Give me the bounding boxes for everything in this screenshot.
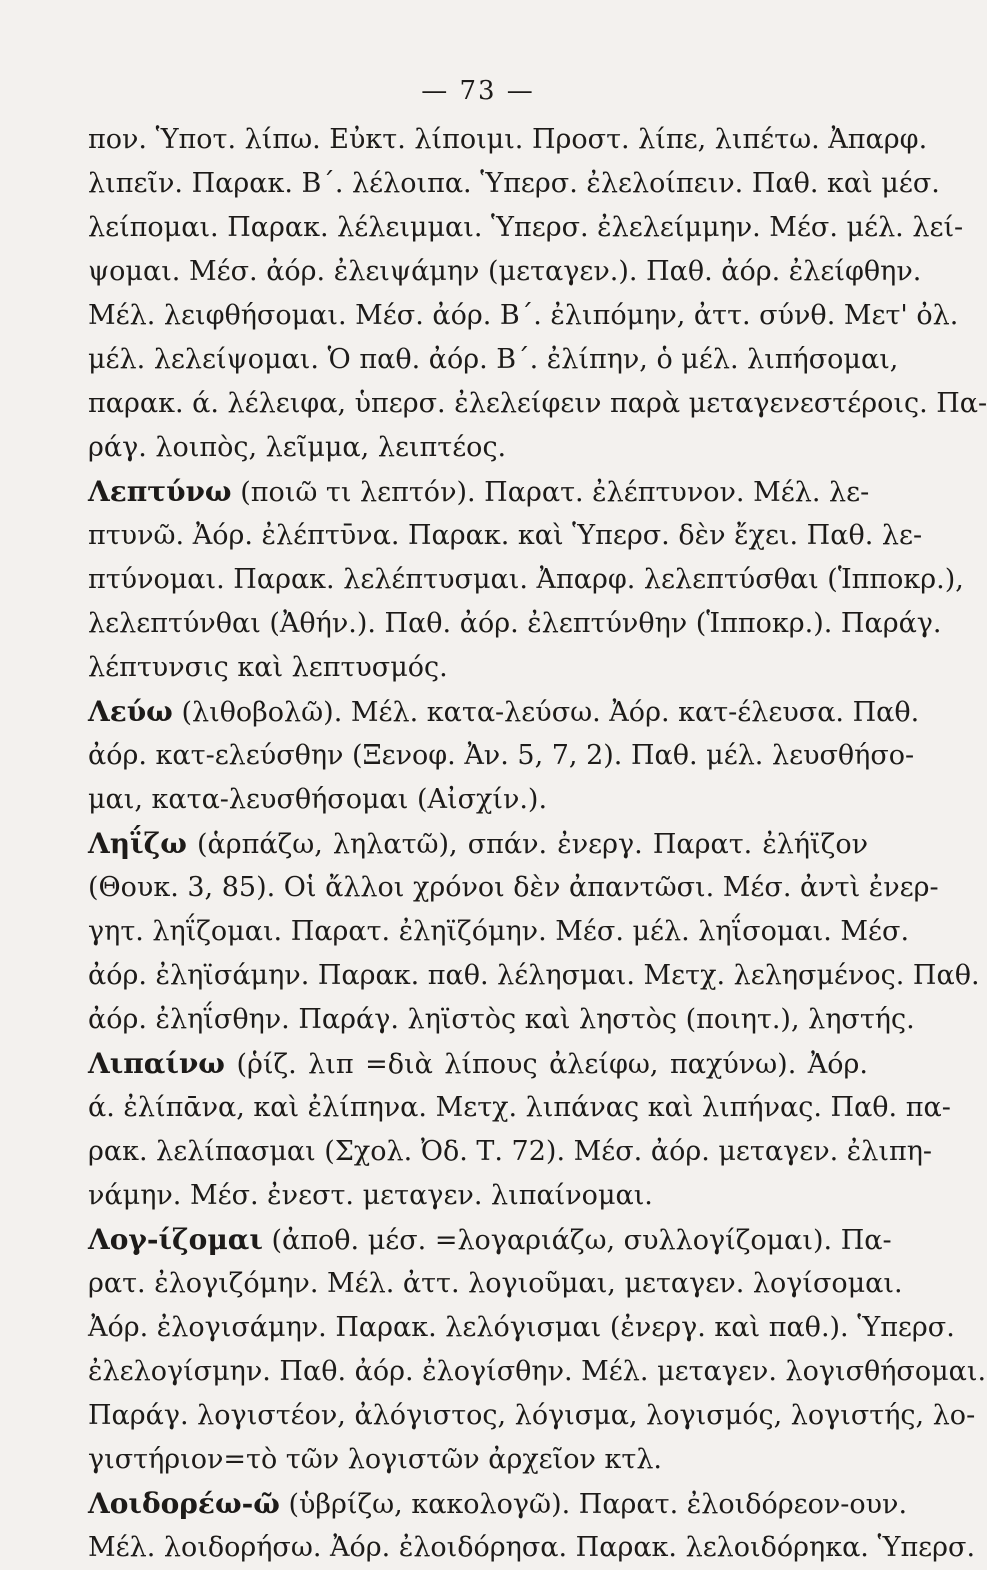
text-line: ψομαι. Μέσ. ἀόρ. ἐλειψάμην (μεταγεν.). Παθ. ἀόρ. ἐλείφθην. <box>88 256 922 287</box>
text-line: Παράγ. λογιστέον, ἀλόγιστος, λόγισμα, λογισμός, λογιστής, λο- <box>88 1400 976 1431</box>
entry-text: (ῥίζ. λιπ =διὰ λίπους ἀλείφω, παχύνω). Ἀόρ. <box>236 1049 868 1080</box>
entry-text: (ὑβρίζω, κακολογῶ). Παρατ. ἐλοιδόρεον-ουν. <box>288 1489 908 1520</box>
entry-lemma: Λοιδορέω-ῶ <box>88 1487 280 1520</box>
entry-text: (ποιῶ τι λεπτόν). Παρατ. ἐλέπτυνον. Μέλ. λε- <box>240 477 870 508</box>
text-line <box>88 470 868 514</box>
text-line: ἐλελογίσμην. Παθ. ἀόρ. ἐλογίσθην. Μέλ. μεταγεν. λογισθήσομαι. <box>88 1356 987 1387</box>
text-line: (Θουκ. 3, 85). Οἱ ἄλλοι χρόνοι δὲν ἀπαντῶσι. Μέσ. ἀντὶ ἐνερ- <box>88 872 939 903</box>
text-line: ἀόρ. κατ-ελεύσθην (Ξενοφ. Ἀν. 5, 7, 2). Παθ. μέλ. λευσθήσο- <box>88 740 915 771</box>
entry-text: (λιθοβολῶ). Μέλ. κατα-λεύσω. Ἀόρ. κατ-έλευσα. Παθ. <box>181 697 920 728</box>
entry-leizo <box>88 822 980 1042</box>
text-line: ἀόρ. ἐληΐσθην. Παράγ. ληϊστὸς καὶ ληστὸς (ποιητ.), ληστής. <box>88 1004 915 1035</box>
text-line: ράγ. λοιπὸς, λεῖμμα, λειπτέος. <box>88 432 507 463</box>
entry-continuation <box>88 118 987 470</box>
text-line <box>88 1042 868 1086</box>
entry-leptyno <box>88 470 964 690</box>
text-line: πον. Ὑποτ. λίπω. Εὐκτ. λίποιμι. Προστ. λίπε, λιπέτω. Ἀπαρφ. <box>88 124 928 155</box>
page-number: — 73 — <box>421 76 535 106</box>
entry-logizomai <box>88 1218 987 1482</box>
text-line: πτυνῶ. Ἀόρ. ἐλέπτῡνα. Παρακ. καὶ Ὑπερσ. δὲν ἔχει. Παθ. λε- <box>88 520 923 551</box>
text-line: μέλ. λελείψομαι. Ὁ παθ. ἀόρ. Β΄. ἐλίπην, ὁ μέλ. λιπήσομαι, <box>88 344 899 375</box>
text-line: ἀόρ. ἐληϊσάμην. Παρακ. παθ. λέλησμαι. Μετχ. λελησμένος. Παθ. <box>88 960 980 991</box>
text-line: λέπτυνσις καὶ λεπτυσμός. <box>88 652 448 683</box>
entry-lemma: Λογ-ίζομαι <box>88 1223 263 1256</box>
page-body <box>88 70 987 1570</box>
text-line: λιπεῖν. Παρακ. Β΄. λέλοιπα. Ὑπερσ. ἐλελοίπειν. Παθ. καὶ μέσ. <box>88 168 940 199</box>
text-line: λελεπτύνθαι (Ἀθήν.). Παθ. ἀόρ. ἐλεπτύνθην (Ἱπποκρ.). Παράγ. <box>88 608 942 639</box>
text-line <box>88 1482 908 1526</box>
entry-loidoreo <box>88 1482 976 1570</box>
text-line: γιστήριον=τὸ τῶν λογιστῶν ἀρχεῖον κτλ. <box>88 1444 663 1475</box>
text-line <box>88 822 868 866</box>
text-line: πτύνομαι. Παρακ. λελέπτυσμαι. Ἀπαρφ. λελεπτύσθαι (Ἱπποκρ.), <box>88 564 964 595</box>
entry-lemma: Λεπτύνω <box>88 475 232 508</box>
text-line: Μέλ. λοιδορήσω. Ἀόρ. ἐλοιδόρησα. Παρακ. λελοιδόρηκα. Ὑπερσ. <box>88 1532 976 1563</box>
text-line <box>88 1218 892 1262</box>
text-line: ρατ. ἐλογιζόμην. Μέλ. ἀττ. λογιοῦμαι, μεταγεν. λογίσομαι. <box>88 1268 903 1299</box>
text-line: ά. ἐλίπᾱνα, καὶ ἐλίπηνα. Μετχ. λιπάνας καὶ λιπήνας. Παθ. πα- <box>88 1092 951 1123</box>
text-line <box>88 690 920 734</box>
text-line: Ἀόρ. ἐλογισάμην. Παρακ. λελόγισμαι (ἐνεργ. καὶ παθ.). Ὑπερσ. <box>88 1312 955 1343</box>
text-line: γητ. ληΐζομαι. Παρατ. ἐληϊζόμην. Μέσ. μέλ. ληΐσομαι. Μέσ. <box>88 916 910 947</box>
entry-lemma: Λιπαίνω <box>88 1047 225 1080</box>
text-line: παρακ. ά. λέλειφα, ὑπερσ. ἐλελείφειν παρὰ μεταγενεστέροις. Πα- <box>88 388 987 419</box>
text-line: λείπομαι. Παρακ. λέλειμμαι. Ὑπερσ. ἐλελείμμην. Μέσ. μέλ. λεί- <box>88 212 964 243</box>
entry-lipaino <box>88 1042 951 1218</box>
entry-text: (ἀποθ. μέσ. =λογαριάζω, συλλογίζομαι). Πα- <box>271 1225 892 1256</box>
entry-lemma: Λεύω <box>88 695 173 728</box>
text-line: μαι, κατα-λευσθήσομαι (Αἰσχίν.). <box>88 784 548 815</box>
text-line: Μέλ. λειφθήσομαι. Μέσ. ἀόρ. Β΄. ἐλιπόμην, ἀττ. σύνθ. Μετ' ὀλ. <box>88 300 959 331</box>
entry-leuo <box>88 690 920 822</box>
text-line: ρακ. λελίπασμαι (Σχολ. Ὀδ. Τ. 72). Μέσ. ἀόρ. μεταγεν. ἐλιπη- <box>88 1136 933 1167</box>
entry-lemma: Ληΐζω <box>88 827 187 860</box>
text-line: νάμην. Μέσ. ἐνεστ. μεταγεν. λιπαίνομαι. <box>88 1180 653 1211</box>
entry-text: (ἁρπάζω, ληλατῶ), σπάν. ἐνεργ. Παρατ. ἐλήϊζον <box>196 829 868 860</box>
